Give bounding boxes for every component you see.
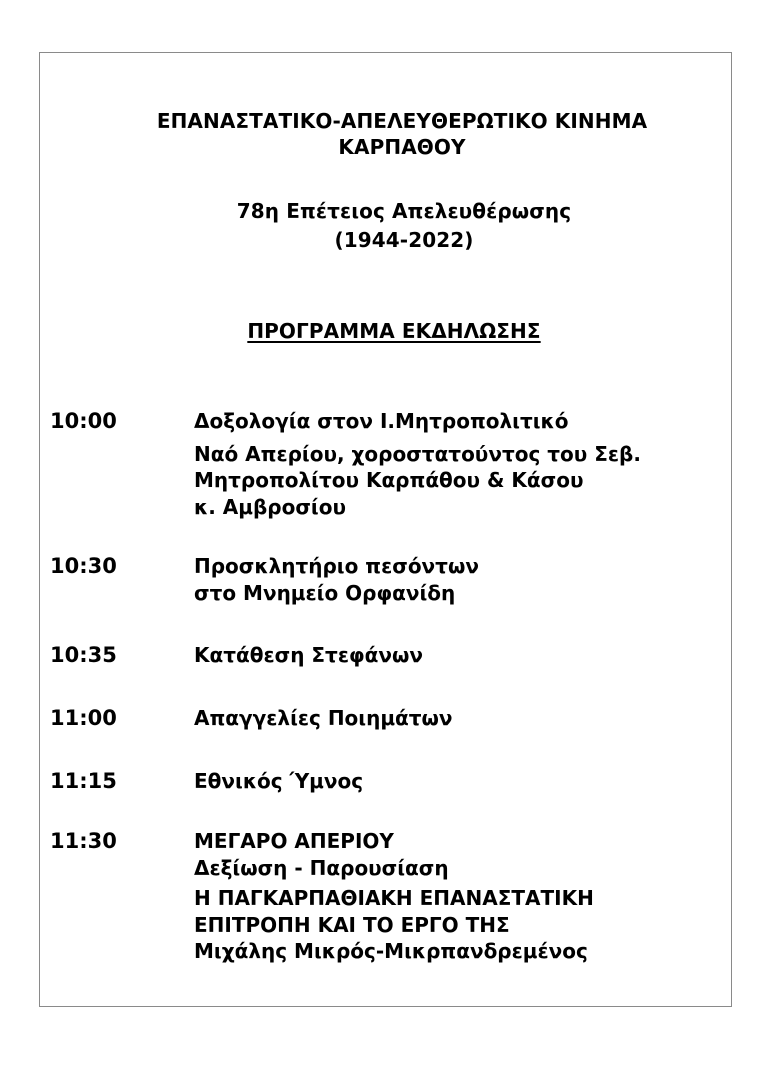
organization-title: ΕΠΑΝΑΣΤΑΤΙΚΟ-ΑΠΕΛΕΥΘΕΡΩΤΙΚΟ ΚΙΝΗΜΑ [156, 109, 648, 133]
schedule-description [194, 768, 714, 795]
schedule-time: 11:15 [50, 769, 117, 793]
schedule-line: Μητροπολίτου Καρπάθου & Κάσου [194, 468, 584, 492]
schedule-line: Απαγγελίες Ποιημάτων [194, 706, 453, 730]
anniversary-title: 78η Επέτειος Απελευθέρωσης [236, 199, 572, 223]
schedule-line: Η ΠΑΓΚΑΡΠΑΘΙΑΚΗ ΕΠΑΝΑΣΤΑΤΙΚΗ [194, 886, 594, 910]
schedule-line: Κατάθεση Στεφάνων [194, 643, 423, 667]
schedule-line: Δοξολογία στον Ι.Μητροπολιτικό [194, 409, 569, 433]
anniversary-years: (1944-2022) [334, 228, 474, 252]
organization-title-line2: ΚΑΡΠΑΘΟΥ [338, 135, 466, 159]
schedule-line: ΜΕΓΑΡΟ ΑΠΕΡΙΟΥ [194, 829, 394, 853]
schedule-line: Προσκλητήριο πεσόντων [194, 554, 479, 578]
schedule-description [194, 642, 714, 669]
schedule-time: 11:30 [50, 829, 117, 853]
schedule-description [194, 828, 714, 965]
schedule-line: Μιχάλης Μικρός-Μικρπανδρεμένος [194, 939, 588, 963]
program-heading-text: ΠΡΟΓΡΑΜΜΑ ΕΚΔΗΛΩΣΗΣ [247, 319, 541, 343]
program-heading [12, 318, 764, 344]
schedule-line: κ. Αμβροσίου [194, 494, 346, 519]
schedule-description [194, 705, 714, 732]
schedule-line: Εθνικός Ύμνος [194, 769, 364, 793]
schedule-line: Ναό Απερίου, χοροστατούντος του Σεβ. [194, 441, 641, 466]
schedule-line: ΕΠΙΤΡΟΠΗ ΚΑΙ ΤΟ ΕΡΓΟ ΤΗΣ [194, 912, 510, 937]
schedule-description [194, 408, 714, 520]
schedule-line: Δεξίωση - Παρουσίαση [194, 855, 449, 880]
schedule-time: 10:35 [50, 643, 117, 667]
schedule-time: 11:00 [50, 706, 117, 730]
schedule-time: 10:00 [50, 409, 117, 433]
schedule-line: στο Μνημείο Ορφανίδη [194, 580, 456, 605]
schedule-description [194, 553, 714, 606]
schedule-time: 10:30 [50, 554, 117, 578]
